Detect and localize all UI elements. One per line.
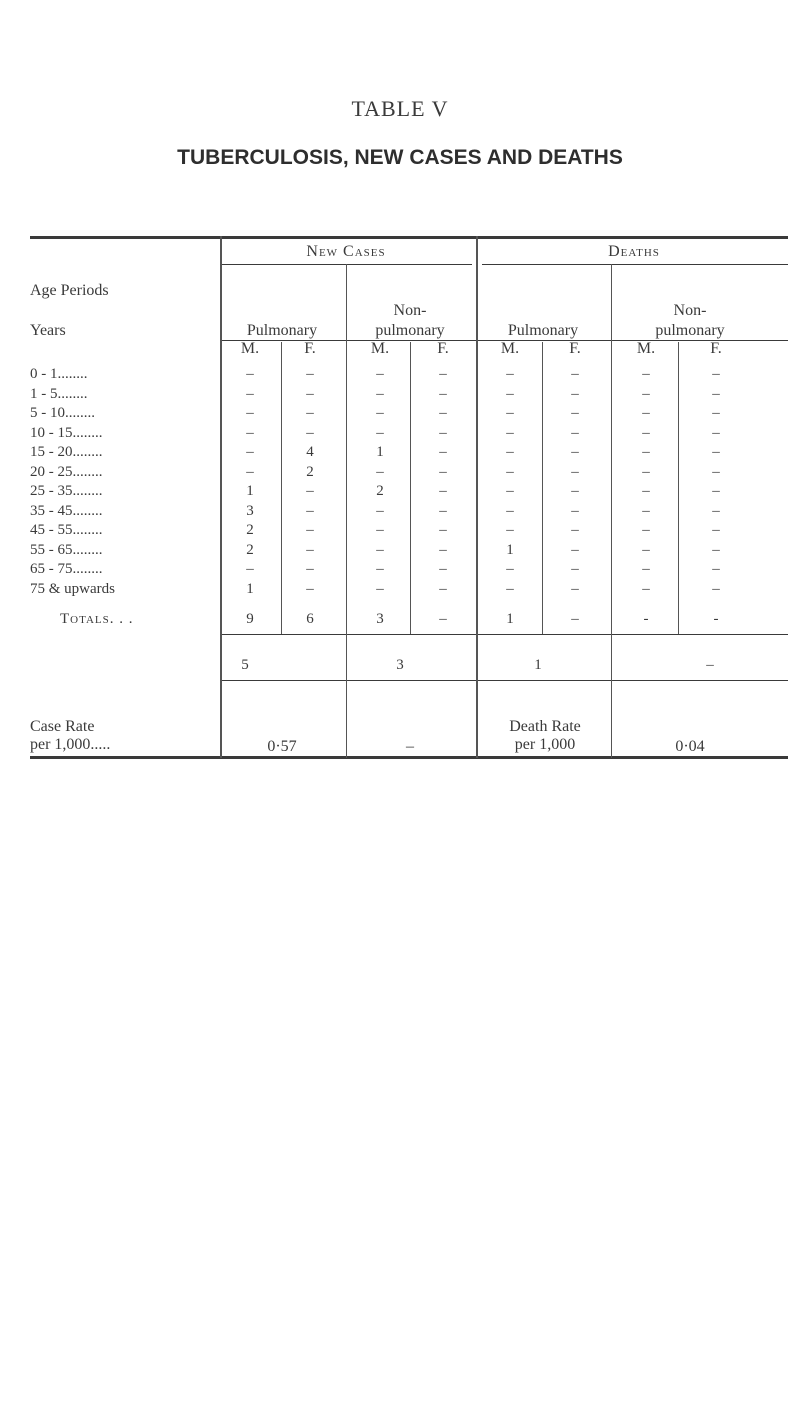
deaths-non-f-cell: – (712, 405, 720, 421)
age-period-label: 75 & upwards (30, 581, 115, 597)
deaths-non-f-cell: – (712, 503, 720, 519)
deaths-non-m-cell: – (642, 405, 650, 421)
age-period-label: 20 - 25........ (30, 464, 103, 480)
deaths-pulmonary-f-cell: – (571, 581, 579, 597)
cases-non-f-cell: – (439, 522, 447, 538)
cases-pulmonary-f-cell: 4 (306, 444, 314, 460)
cases-pulmonary-header: Pulmonary (246, 322, 318, 339)
cases-non-f-cell: – (439, 542, 447, 558)
cases-pulmonary-f-cell: – (306, 425, 314, 441)
deaths-pulmonary-f-cell: – (571, 542, 579, 558)
deaths-pulmonary-f-header: F. (569, 340, 581, 357)
top-rule (30, 236, 788, 239)
cases-non-f-cell: – (439, 581, 447, 597)
death-rate-non-value: 0·04 (675, 738, 705, 755)
cases-non-m-cell: – (376, 503, 384, 519)
cases-non-f-cell: – (439, 483, 447, 499)
deaths-pulmonary-m-cell: – (506, 503, 514, 519)
totals-deaths-pulmonary-m: 1 (506, 611, 514, 627)
cases-pulmonary-m-cell: – (246, 425, 254, 441)
cases-pulmonary-mf-divider (281, 342, 282, 634)
deaths-pulmonary-m-cell: – (506, 483, 514, 499)
deaths-non-m-cell: – (642, 444, 650, 460)
totals-deaths-non-m: - (643, 611, 649, 627)
cases-non-m-cell: – (376, 522, 384, 538)
deaths-non-m-cell: – (642, 581, 650, 597)
cases-non-f-header: F. (437, 340, 449, 357)
cases-non-f-cell: – (439, 386, 447, 402)
table-number: TABLE V (351, 96, 449, 121)
cases-pulmonary-f-cell: – (306, 503, 314, 519)
deaths-pulmonary-f-cell: – (571, 522, 579, 538)
deaths-non-f-cell: – (712, 561, 720, 577)
age-period-label: 65 - 75........ (30, 561, 103, 577)
age-period-label: 15 - 20........ (30, 444, 103, 460)
cases-pulmonary-m-cell: – (246, 561, 254, 577)
deaths-pulmonary-f-cell: – (571, 464, 579, 480)
age-column-divider (220, 236, 222, 758)
cases-non-f-cell: – (439, 366, 447, 382)
deaths-non-m-cell: – (642, 366, 650, 382)
bottom-rule (30, 756, 788, 759)
cases-non-mf-divider (410, 342, 411, 634)
cases-non-f-cell: – (439, 405, 447, 421)
cases-pulmonary-f-cell: – (306, 542, 314, 558)
deaths-pulmonary-m-header: M. (500, 340, 520, 357)
cases-non-m-header: M. (370, 340, 390, 357)
totals-cases-non-f: – (439, 611, 447, 627)
deaths-pulmonary-m-cell: – (506, 386, 514, 402)
deaths-pulmonary-m-cell: – (506, 425, 514, 441)
death-rate-label-line2: per 1,000 (514, 736, 576, 753)
deaths-non-f-cell: – (712, 581, 720, 597)
deaths-pulmonary-m-cell: 1 (506, 542, 514, 558)
cases-pulmonary-non-divider (346, 264, 347, 758)
deaths-pulmonary-f-cell: – (571, 405, 579, 421)
cases-pulmonary-f-header: F. (304, 340, 316, 357)
totals-cases-pulmonary-m: 9 (246, 611, 254, 627)
deaths-non-m-header: M. (636, 340, 656, 357)
age-period-label: 45 - 55........ (30, 522, 103, 538)
totals-cases-non-m: 3 (376, 611, 384, 627)
deaths-pulmonary-m-cell: – (506, 522, 514, 538)
deaths-non-header-line2: pulmonary (655, 322, 725, 339)
totals-rule (222, 634, 788, 635)
deaths-pulmonary-m-cell: – (506, 464, 514, 480)
deaths-pulmonary-f-cell: – (571, 483, 579, 499)
deaths-non-m-cell: – (642, 503, 650, 519)
combined-deaths-non: – (706, 657, 714, 673)
deaths-non-f-header: F. (710, 340, 722, 357)
cases-non-m-cell: – (376, 405, 384, 421)
case-rate-label-line1: Case Rate (30, 718, 95, 735)
deaths-non-f-cell: – (712, 366, 720, 382)
totals-cases-pulmonary-f: 6 (306, 611, 314, 627)
cases-pulmonary-m-cell: 2 (246, 542, 254, 558)
cases-pulmonary-f-cell: – (306, 561, 314, 577)
age-period-label: 5 - 10........ (30, 405, 95, 421)
deaths-non-f-cell: – (712, 464, 720, 480)
cases-pulmonary-m-cell: 3 (246, 503, 254, 519)
cases-pulmonary-m-cell: – (246, 405, 254, 421)
cases-pulmonary-f-cell: – (306, 386, 314, 402)
age-period-label: 1 - 5........ (30, 386, 88, 402)
deaths-non-m-cell: – (642, 425, 650, 441)
cases-non-f-cell: – (439, 561, 447, 577)
cases-non-m-cell: 2 (376, 483, 384, 499)
cases-non-f-cell: – (439, 444, 447, 460)
new-cases-header: New Cases (306, 243, 386, 260)
cases-non-m-cell: 1 (376, 444, 384, 460)
combined-cases-non: 3 (396, 657, 404, 673)
case-rate-non-value: – (406, 738, 414, 755)
cases-pulmonary-m-header: M. (240, 340, 260, 357)
deaths-non-m-cell: – (642, 522, 650, 538)
deaths-non-f-cell: – (712, 522, 720, 538)
deaths-pulmonary-m-cell: – (506, 444, 514, 460)
deaths-non-f-cell: – (712, 483, 720, 499)
cases-non-m-cell: – (376, 581, 384, 597)
header-subrule-deaths (482, 264, 788, 265)
deaths-pulmonary-mf-divider (542, 342, 543, 634)
totals-deaths-non-f: - (713, 611, 719, 627)
combined-deaths-pulmonary: 1 (534, 657, 542, 673)
combined-cases-pulmonary: 5 (241, 657, 249, 673)
cases-non-f-cell: – (439, 425, 447, 441)
deaths-pulmonary-m-cell: – (506, 405, 514, 421)
cases-non-m-cell: – (376, 542, 384, 558)
age-period-label: 35 - 45........ (30, 503, 103, 519)
case-rate-pulmonary-value: 0·57 (267, 738, 297, 755)
cases-deaths-divider (476, 236, 478, 758)
cases-non-m-cell: – (376, 464, 384, 480)
cases-pulmonary-m-cell: – (246, 444, 254, 460)
deaths-non-m-cell: – (642, 386, 650, 402)
cases-non-m-cell: – (376, 425, 384, 441)
deaths-non-m-cell: – (642, 561, 650, 577)
cases-non-header-line2: pulmonary (375, 322, 445, 339)
deaths-pulmonary-f-cell: – (571, 366, 579, 382)
cases-pulmonary-m-cell: – (246, 464, 254, 480)
age-period-label: 0 - 1........ (30, 366, 88, 382)
cases-pulmonary-m-cell: 2 (246, 522, 254, 538)
totals-deaths-pulmonary-f: – (571, 611, 579, 627)
cases-pulmonary-m-cell: 1 (246, 483, 254, 499)
deaths-non-m-cell: – (642, 464, 650, 480)
cases-pulmonary-f-cell: – (306, 581, 314, 597)
deaths-header: Deaths (608, 243, 660, 260)
age-period-label: 10 - 15........ (30, 425, 103, 441)
age-period-label: 55 - 65........ (30, 542, 103, 558)
cases-non-header-line1: Non- (393, 302, 427, 319)
deaths-pulmonary-f-cell: – (571, 561, 579, 577)
deaths-non-mf-divider (678, 342, 679, 634)
deaths-pulmonary-m-cell: – (506, 366, 514, 382)
deaths-non-m-cell: – (642, 483, 650, 499)
age-periods-header: Age Periods (30, 282, 109, 299)
deaths-non-f-cell: – (712, 444, 720, 460)
cases-pulmonary-f-cell: 2 (306, 464, 314, 480)
deaths-pulmonary-f-cell: – (571, 503, 579, 519)
cases-non-f-cell: – (439, 503, 447, 519)
cases-pulmonary-f-cell: – (306, 483, 314, 499)
cases-pulmonary-f-cell: – (306, 522, 314, 538)
cases-non-m-cell: – (376, 366, 384, 382)
deaths-non-f-cell: – (712, 386, 720, 402)
deaths-pulmonary-m-cell: – (506, 561, 514, 577)
cases-non-m-cell: – (376, 561, 384, 577)
cases-non-f-cell: – (439, 464, 447, 480)
deaths-non-m-cell: – (642, 542, 650, 558)
deaths-pulmonary-non-divider (611, 264, 612, 758)
death-rate-label-line1: Death Rate (509, 718, 581, 735)
deaths-pulmonary-header: Pulmonary (507, 322, 579, 339)
deaths-pulmonary-f-cell: – (571, 386, 579, 402)
deaths-pulmonary-m-cell: – (506, 581, 514, 597)
age-period-label: 25 - 35........ (30, 483, 103, 499)
years-header: Years (30, 322, 66, 339)
deaths-non-header-line1: Non- (673, 302, 707, 319)
deaths-non-f-cell: – (712, 542, 720, 558)
cases-pulmonary-m-cell: – (246, 366, 254, 382)
deaths-pulmonary-f-cell: – (571, 444, 579, 460)
combined-totals-rule (222, 680, 788, 681)
cases-pulmonary-m-cell: – (246, 386, 254, 402)
deaths-pulmonary-f-cell: – (571, 425, 579, 441)
header-subrule-new-cases (222, 264, 472, 265)
cases-pulmonary-f-cell: – (306, 366, 314, 382)
case-rate-label-line2: per 1,000..... (30, 736, 111, 753)
deaths-non-f-cell: – (712, 425, 720, 441)
cases-pulmonary-m-cell: 1 (246, 581, 254, 597)
table-title: TUBERCULOSIS, NEW CASES AND DEATHS (177, 146, 623, 169)
cases-non-m-cell: – (376, 386, 384, 402)
totals-label: Totals. . . (60, 611, 134, 627)
cases-pulmonary-f-cell: – (306, 405, 314, 421)
